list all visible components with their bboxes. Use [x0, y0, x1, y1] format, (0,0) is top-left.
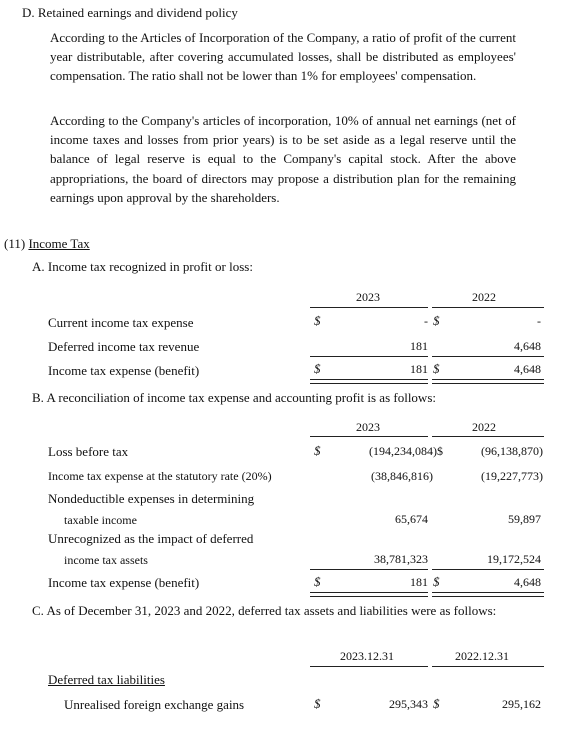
value-2022: 4,648 [514, 575, 541, 589]
row-label: Unrecognized as the impact of deferred [48, 531, 254, 546]
row-label: Income tax expense at the statutory rate (20%) [48, 469, 272, 483]
value-2022: (96,138,870) [481, 444, 543, 458]
value-2022: 59,897 [508, 512, 541, 526]
dollar-sign: $ [314, 574, 321, 589]
part-b-header-rule-2022 [432, 436, 544, 437]
part-a-col-2023: 2023 [356, 290, 380, 304]
value-2023: (194,234,084)$ [369, 444, 443, 458]
value-2022: (19,227,773) [481, 469, 543, 483]
value-2022: 4,648 [514, 339, 541, 353]
value-2023: 295,343 [389, 697, 428, 711]
part-a-header-rule-2023 [310, 307, 428, 308]
dollar-sign: $ [314, 443, 321, 458]
row-label: Deferred income tax revenue [48, 339, 200, 354]
section-d-paragraph-1: According to the Articles of Incorporation of the Company, a ratio of profit of the current year distributable, after covering accumulated losses, shall be distributed as employees' compensation. The ratio shall not be lower than 1% for employees' compensation. [50, 30, 516, 84]
part-a-total-rule-2022 [432, 379, 544, 384]
row-label: Income tax expense (benefit) [48, 575, 200, 590]
value-2023: (38,846,816) [371, 469, 433, 483]
part-b-total-rule-2022 [432, 592, 544, 597]
value-2022: 295,162 [502, 697, 541, 711]
part-c-title: C. As of December 31, 2023 and 2022, deferred tax assets and liabilities were as follows: [32, 603, 497, 618]
part-a-subtotal-rule-2023 [310, 356, 428, 357]
value-2022: 4,648 [514, 362, 541, 376]
section-d-paragraph-2: According to the Company's articles of incorporation, 10% of annual net earnings (net of income taxes and losses from prior years) is to be set aside as a legal reserve until the balance of legal reserve is equal to the Company's capital stock. After the above appropriations, the board of directors may propose a distribution plan for the remaining earnings upon approval by the shareholders. [50, 113, 516, 205]
dollar-sign: $ [433, 696, 440, 711]
section-11-heading [4, 236, 90, 252]
part-a-subtotal-rule-2022 [432, 356, 544, 357]
row-label: Unrealised foreign exchange gains [64, 697, 245, 712]
value-2023: 38,781,323 [374, 552, 428, 566]
row-label: Nondeductible expenses in determining [48, 491, 255, 506]
part-b-subtotal-rule-2023 [310, 569, 428, 570]
dollar-sign: $ [314, 313, 321, 328]
part-c-col-2022: 2022.12.31 [455, 649, 509, 663]
dollar-sign: $ [433, 313, 440, 328]
part-b-title: B. A reconciliation of income tax expense and accounting profit is as follows: [32, 390, 436, 405]
dollar-sign: $ [314, 361, 321, 376]
part-a-total-rule-2023 [310, 379, 428, 384]
row-label: Loss before tax [48, 444, 129, 459]
part-c-header-rule-2023 [310, 666, 428, 667]
dollar-sign: $ [433, 574, 440, 589]
value-2023: 181 [410, 362, 428, 376]
part-b-header-rule-2023 [310, 436, 428, 437]
value-2022: 19,172,524 [487, 552, 541, 566]
part-b-col-2023: 2023 [356, 420, 380, 434]
value-2023: - [424, 314, 428, 328]
dollar-sign: $ [433, 361, 440, 376]
part-b-subtotal-rule-2022 [432, 569, 544, 570]
dollar-sign: $ [314, 696, 321, 711]
row-label-continued: taxable income [64, 513, 137, 527]
part-a-title: A. Income tax recognized in profit or loss: [32, 259, 253, 274]
section-d-heading: D. Retained earnings and dividend policy [22, 5, 238, 20]
part-c-header-rule-2022 [432, 666, 544, 667]
row-label: Current income tax expense [48, 315, 194, 330]
section-title: Income Tax [28, 236, 90, 251]
deferred-tax-liabilities-heading: Deferred tax liabilities [48, 672, 165, 687]
value-2022: - [537, 314, 541, 328]
row-label-continued: income tax assets [64, 553, 148, 567]
value-2023: 181 [410, 339, 428, 353]
part-a-col-2022: 2022 [472, 290, 496, 304]
value-2023: 181 [410, 575, 428, 589]
row-label: Income tax expense (benefit) [48, 363, 200, 378]
section-number: (11) [4, 236, 26, 251]
part-b-col-2022: 2022 [472, 420, 496, 434]
part-a-header-rule-2022 [432, 307, 544, 308]
part-b-total-rule-2023 [310, 592, 428, 597]
part-c-col-2023: 2023.12.31 [340, 649, 394, 663]
value-2023: 65,674 [395, 512, 428, 526]
